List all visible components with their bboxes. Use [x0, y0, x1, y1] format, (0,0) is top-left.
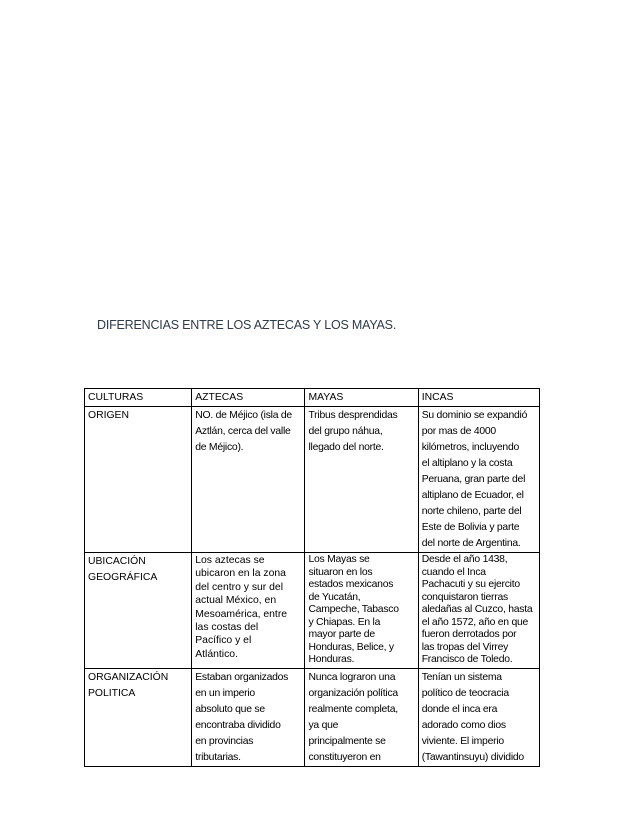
cell-origen-mayas: Tribus desprendidas del grupo náhua, llegado del norte. [305, 407, 418, 553]
header-culturas: CULTURAS [85, 389, 192, 407]
table-row [85, 553, 540, 669]
row-label-organizacion: ORGANIZACIÓN POLITICA [85, 669, 192, 767]
table-row [85, 407, 540, 553]
cell-organizacion-aztecas: Estaban organizados en un imperio absoluto que se encontraba dividido en provincias tributarias. [192, 669, 305, 767]
table-row [85, 669, 540, 767]
document-title: DIFERENCIAS ENTRE LOS AZTECAS Y LOS MAYAS. [97, 318, 397, 332]
header-mayas: MAYAS [305, 389, 418, 407]
cell-organizacion-incas: Tenían un sistema político de teocracia donde el inca era adorado como dios viviente. El imperio (Tawantinsuyu) dividido [418, 669, 539, 767]
cell-origen-aztecas: NO. de Méjico (isla de Aztlán, cerca del valle de Méjico). [192, 407, 305, 553]
row-label-origen: ORIGEN [85, 407, 192, 553]
cell-organizacion-mayas: Nunca lograron una organización política realmente completa, ya que principalmente se constituyeron en [305, 669, 418, 767]
table-header-row [85, 389, 540, 407]
cell-origen-incas: Su dominio se expandió por mas de 4000 kilómetros, incluyendo el altiplano y la costa Peruana, gran parte del altiplano de Ecuador, el norte chileno, parte del Este de Bolivia y parte del norte de Argentina. [418, 407, 539, 553]
cell-ubicacion-mayas: Los Mayas se situaron en los estados mexicanos de Yucatán, Campeche, Tabasco y Chiapas. En la mayor parte de Honduras, Belice, y Honduras. [305, 553, 418, 669]
header-aztecas: AZTECAS [192, 389, 305, 407]
row-label-ubicacion: UBICACIÓN GEOGRÁFICA [85, 553, 192, 669]
header-incas: INCAS [418, 389, 539, 407]
cell-ubicacion-incas: Desde el año 1438, cuando el Inca Pachacuti y su ejercito conquistaron tierras aledañas al Cuzco, hasta el año 1572, año en que fueron derrotados por las tropas del Virrey Francisco de Toledo. [418, 553, 539, 669]
cell-ubicacion-aztecas: Los aztecas se ubicaron en la zona del centro y sur del actual México, en Mesoamérica, entre las costas del Pacífico y el Atlántico. [192, 553, 305, 669]
cultures-table [84, 388, 540, 767]
